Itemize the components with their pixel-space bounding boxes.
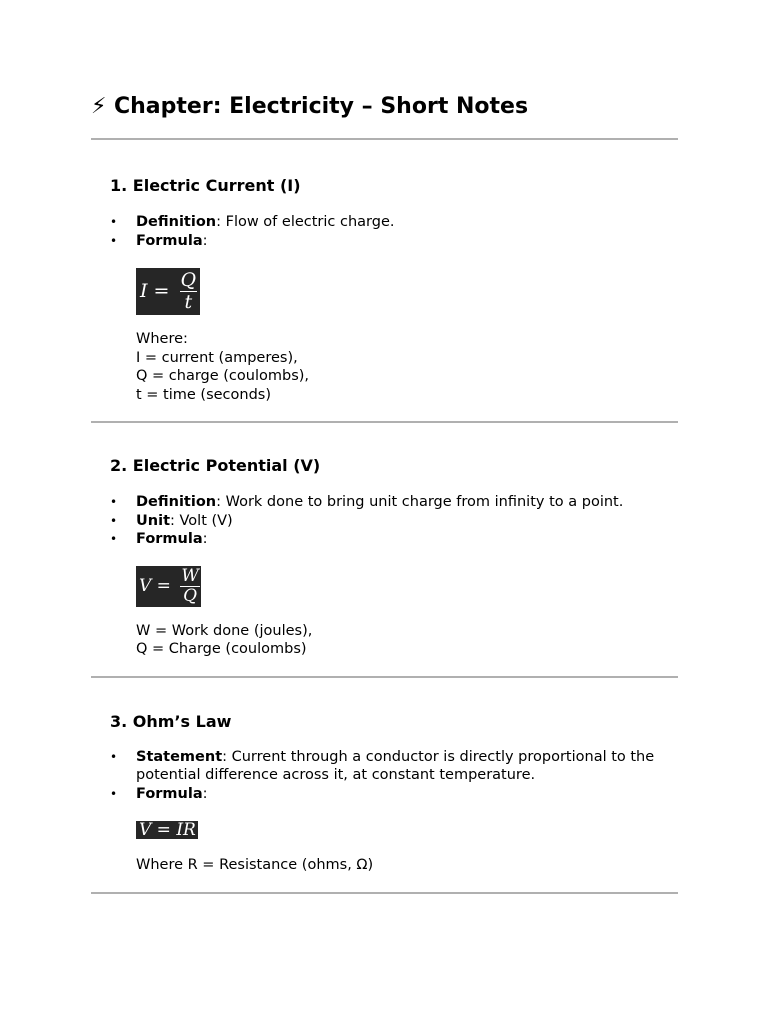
note-line: W = Work done (joules), — [136, 622, 313, 639]
section-heading: 3. Ohm’s Law — [110, 711, 232, 731]
term-label: Formula — [136, 531, 203, 547]
section-heading: 1. Electric Current (I) — [110, 176, 301, 195]
list-item — [110, 493, 678, 512]
formula-numerator: Q — [180, 269, 197, 291]
note-line: Q = charge (coulombs), — [136, 368, 310, 384]
formula-potential — [136, 566, 201, 607]
formula-ohms-law: V = IR — [136, 821, 198, 839]
term-label: Formula — [136, 785, 203, 802]
term-text: : Current through a conductor is directly proportional to the potential difference across it, at constant temperature. — [136, 748, 655, 783]
term-text: : Flow of electric charge. — [216, 214, 395, 230]
page-title — [91, 93, 678, 121]
term-text: : — [202, 232, 208, 249]
term-label: Definition — [136, 214, 217, 230]
term-label: Definition — [136, 494, 217, 510]
bullet-list — [110, 493, 678, 549]
section-electric-potential — [91, 423, 678, 659]
term-text: : — [202, 785, 208, 802]
section-electric-current — [91, 140, 678, 404]
note-line: Where: — [136, 331, 188, 347]
list-item — [110, 232, 678, 251]
list-item — [110, 213, 678, 232]
note-line: I = current (amperes), — [136, 349, 298, 366]
term-text: : Work done to bring unit charge from infinity to a point. — [216, 494, 624, 510]
section-divider — [91, 892, 678, 894]
note-line: Where R = Resistance (ohms, Ω) — [136, 857, 374, 873]
note-line: t = time (seconds) — [136, 386, 272, 403]
formula-lhs: I = — [140, 280, 170, 302]
term-label: Statement — [136, 748, 223, 765]
formula-fraction — [180, 565, 199, 606]
formula-lhs: V = — [139, 575, 171, 596]
list-item — [110, 512, 678, 531]
formula-fraction — [180, 271, 198, 312]
formula-notes — [110, 856, 678, 875]
term-label: Formula — [136, 232, 203, 249]
list-item — [110, 748, 678, 785]
bullet-list — [110, 748, 678, 804]
lightning-bolt-icon: ⚡ — [91, 94, 107, 119]
term-text: : Volt (V) — [170, 512, 233, 529]
formula-notes — [110, 622, 678, 659]
bullet-list — [110, 213, 678, 250]
note-line: Q = Charge (coulombs) — [136, 641, 307, 657]
formula-denominator: t — [184, 291, 193, 313]
section-heading: 2. Electric Potential (V) — [110, 456, 321, 475]
formula-notes — [110, 330, 678, 404]
term-text: : — [202, 531, 208, 547]
list-item — [110, 530, 678, 549]
term-label: Unit — [136, 512, 170, 529]
section-ohms-law — [91, 678, 678, 875]
notes-page — [91, 93, 678, 894]
page-title-text: Chapter: Electricity – Short Notes — [114, 94, 529, 119]
list-item — [110, 785, 678, 804]
formula-current — [136, 268, 200, 315]
formula-numerator: W — [181, 565, 199, 586]
formula-denominator: Q — [183, 585, 198, 606]
